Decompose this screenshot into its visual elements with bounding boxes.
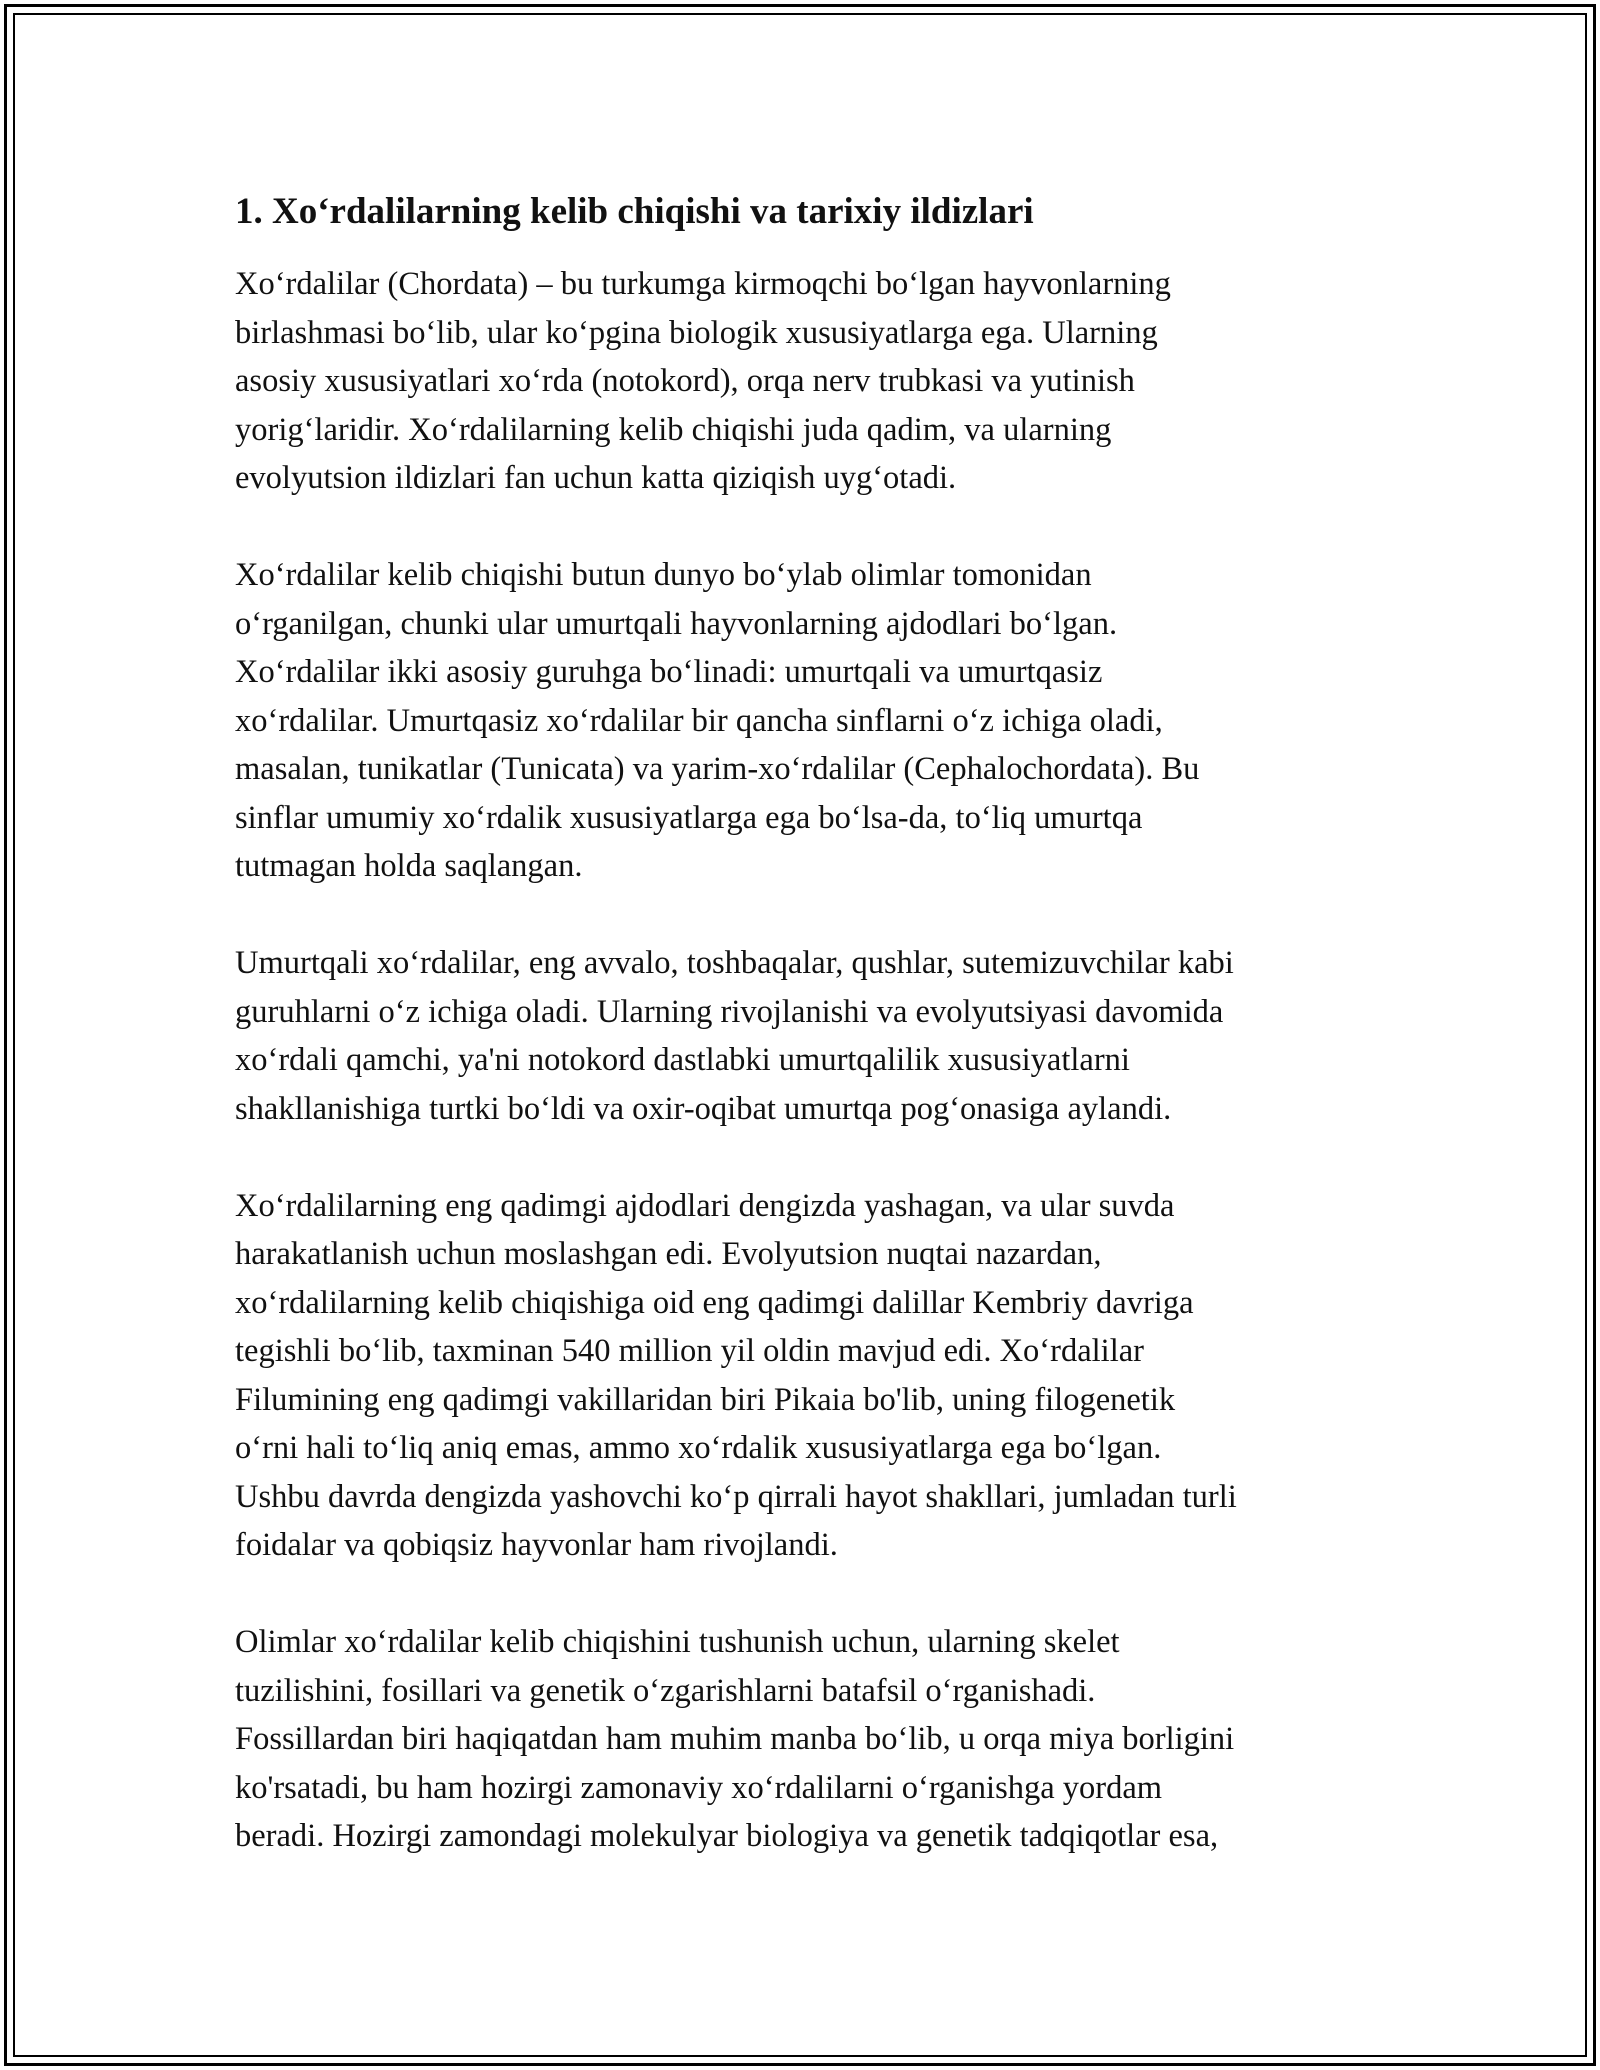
paragraph-5: Olimlar xo‘rdalilar kelib chiqishini tushunish uchun, ularning skelet tuzilishini, fosillari va genetik o‘zgarishlarni batafsil o‘rganishadi. Fossillardan biri haqiqatdan ham muhim manba bo‘lib, u orqa miya borligini ko'rsatadi, bu ham hozirgi zamonaviy xo‘rdalilarni o‘rganishga yordam beradi. Hozirgi zamondagi molekulyar biologiya va genetik tadqiqotlar esa, [235,1624,1235,1854]
paragraph-2: Xo‘rdalilar kelib chiqishi butun dunyo bo‘ylab olimlar tomonidan o‘rganilgan, chunki ular umurtqali hayvonlarning ajdodlari bo‘lgan. Xo‘rdalilar ikki asosiy guruhga bo‘linadi: umurtqali va umurtqasiz xo‘rdalilar. Umurtqasiz xo‘rdalilar bir qancha sinflarni o‘z ichiga oladi, masalan, tunikatlar (Tunicata) va yarim-xo‘rdalilar (Cephalochordata). Bu sinflar umumiy xo‘rdalik xususiyatlarga ega bo‘lsa-da, to‘liq umurtqa tutmagan holda saqlangan. [235,557,1200,884]
paragraph-1: Xo‘rdalilar (Chordata) – bu turkumga kirmoqchi bo‘lgan hayvonlarning birlashmasi bo‘lib, ular ko‘pgina biologik xususiyatlarga ega. Ularning asosiy xususiyatlari xo‘rda (notokord), orqa nerv trubkasi va yutinish yorig‘laridir. Xo‘rdalilarning kelib chiqishi juda qadim, va ularning evolyutsion ildizlari fan uchun katta qiziqish uyg‘otadi. [235,266,1171,496]
paragraph-3: Umurtqali xo‘rdalilar, eng avvalo, toshbaqalar, qushlar, sutemizuvchilar kabi guruhlarni o‘z ichiga oladi. Ularning rivojlanishi va evolyutsiyasi davomida xo‘rdali qamchi, ya'ni notokord dastlabki umurtqalilik xususiyatlarni shakllanishiga turtki bo‘ldi va oxir-oqibat umurtqa pog‘onasiga aylandi. [235,945,1234,1127]
section-heading: 1. Xo‘rdalilarning kelib chiqishi va tarixiy ildizlari [235,191,1034,232]
document-body [235,188,1385,1909]
paragraph-4: Xo‘rdalilarning eng qadimgi ajdodlari dengizda yashagan, va ular suvda harakatlanish uchun moslashgan edi. Evolyutsion nuqtai nazardan, xo‘rdalilarning kelib chiqishiga oid eng qadimgi dalillar Kembriy davriga tegishli bo‘lib, taxminan 540 million yil oldin mavjud edi. Xo‘rdalilar Filumining eng qadimgi vakillaridan biri Pikaia bo'lib, uning filogenetik o‘rni hali to‘liq aniq emas, ammo xo‘rdalik xususiyatlarga ega bo‘lgan. Ushbu davrda dengizda yashovchi ko‘p qirrali hayot shakllari, jumladan turli foidalar va qobiqsiz hayvonlar ham rivojlandi. [235,1187,1237,1563]
